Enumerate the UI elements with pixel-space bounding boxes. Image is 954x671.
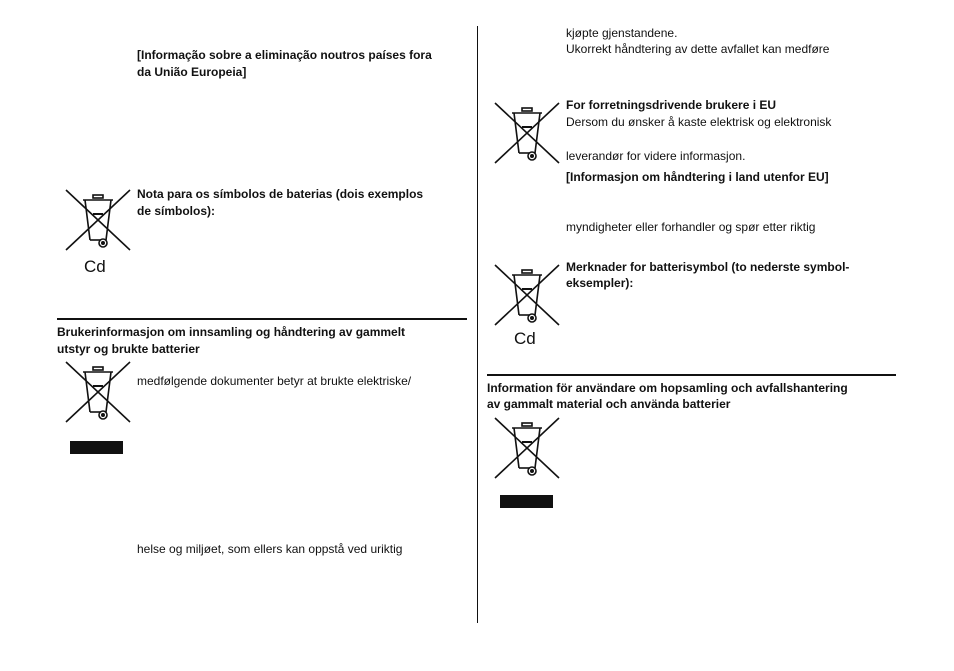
crossed-out-bin-icon [63, 360, 133, 424]
outside-eu-heading: [Informasjon om håndtering i land utenfor EU] [566, 170, 829, 184]
battery-note-line2: eksempler): [566, 276, 634, 290]
outside-eu-text: myndigheter eller forhandler og spør etter riktig [566, 220, 816, 234]
crossed-out-bin-icon [492, 416, 562, 480]
crossed-out-bin-icon [63, 188, 133, 252]
crossed-out-bin-icon [492, 263, 562, 327]
no-text2: helse og miljøet, som ellers kan oppstå ved uriktig [137, 542, 403, 556]
business-text2: leverandør for videre informasjon. [566, 149, 746, 163]
sv-section-title-line2: av gammalt material och använda batterier [487, 397, 731, 411]
section-divider [487, 374, 896, 376]
battery-note-line2: de símbolos): [137, 204, 216, 218]
business-text1: Dersom du ønsker å kaste elektrisk og elektronisk [566, 115, 832, 129]
black-bar [70, 441, 123, 454]
other-countries-heading-line2: da União Europeia] [137, 65, 247, 79]
text-top1: kjøpte gjenstandene. [566, 26, 678, 40]
battery-note-line1: Merknader for batterisymbol (to nederste symbol- [566, 260, 850, 274]
sv-section-title-line1: Information för användare om hopsamling och avfallshantering [487, 381, 848, 395]
no-section-title-line2: utstyr og brukte batterier [57, 342, 200, 356]
section-divider [57, 318, 467, 320]
other-countries-heading-line1: [Informação sobre a eliminação noutros países fora [137, 48, 432, 62]
cd-label: Cd [514, 329, 536, 348]
cd-label: Cd [84, 257, 106, 276]
no-section-title-line1: Brukerinformasjon om innsamling og håndtering av gammelt [57, 325, 406, 339]
battery-note-line1: Nota para os símbolos de baterias (dois exemplos [137, 187, 424, 201]
black-bar [500, 495, 553, 508]
business-heading: For forretningsdrivende brukere i EU [566, 98, 777, 112]
column-divider [477, 26, 478, 623]
no-text1: medfølgende dokumenter betyr at brukte elektriske/ [137, 374, 412, 388]
text-top2: Ukorrekt håndtering av dette avfallet kan medføre [566, 42, 830, 56]
crossed-out-bin-icon [492, 101, 562, 165]
